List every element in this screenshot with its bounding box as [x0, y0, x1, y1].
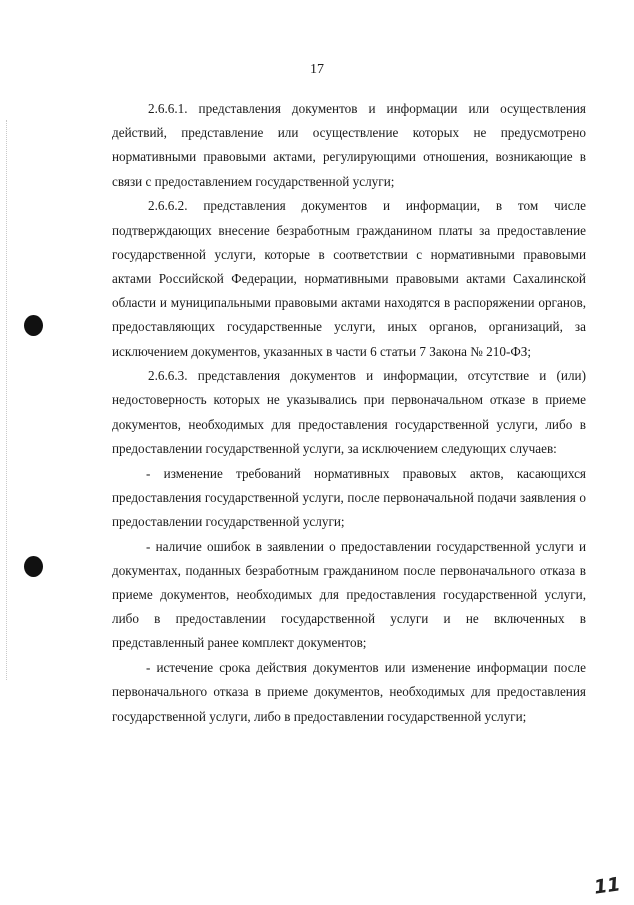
handwritten-sheet-number: 11: [592, 873, 622, 899]
clause-2-6-6-3: 2.6.6.3. представления документов и информации, отсутствие и (или) недостоверность которых не указывались при первоначальном отказе в приеме документов, необходимых для предоставления государственной услуги, либо в предоставлении государственной услуги, за исключением следующих случаев:: [112, 368, 586, 456]
punch-hole-bottom: [24, 556, 43, 577]
document-body: [112, 97, 586, 729]
exception-item-1: - изменение требований нормативных правовых актов, касающихся предоставления государственной услуги, после первоначальной подачи заявления о предоставлении государственной услуги;: [112, 465, 586, 529]
exception-item-3: - истечение срока действия документов или изменение информации после первоначального отказа в приеме документов, необходимых для предоставления государственной услуги, либо в предоставлении государственной услуги;: [112, 660, 586, 724]
clause-2-6-6-2: 2.6.6.2. представления документов и информации, в том числе подтверждающих внесение безработным гражданином платы за предоставление государственной услуги, которые в соответствии с нормативными правовыми актами Российской Федерации, нормативными правовыми актами Сахалинской области и муниципальными правовыми актами находятся в распоряжении органов, предоставляющих государственные услуги, иных органов, организаций, за исключением документов, указанных в части 6 статьи 7 Закона № 210-ФЗ;: [112, 198, 586, 359]
scan-left-edge: [6, 120, 8, 680]
clause-2-6-6-1: 2.6.6.1. представления документов и информации или осуществления действий, представление или осуществление которых не предусмотрено нормативными правовыми актами, регулирующими отношения, возникающие в связи с предоставлением государственной услуги;: [112, 101, 586, 189]
punch-hole-top: [24, 315, 43, 336]
exception-item-2: - наличие ошибок в заявлении о предоставлении государственной услуги и документах, поданных безработным гражданином после первоначального отказа в приеме документов, необходимых для предоставления государственной услуги, либо в предоставлении государственной услуги и не включенных в представленный ранее комплект документов;: [112, 538, 586, 651]
page-number: 17: [310, 62, 324, 77]
